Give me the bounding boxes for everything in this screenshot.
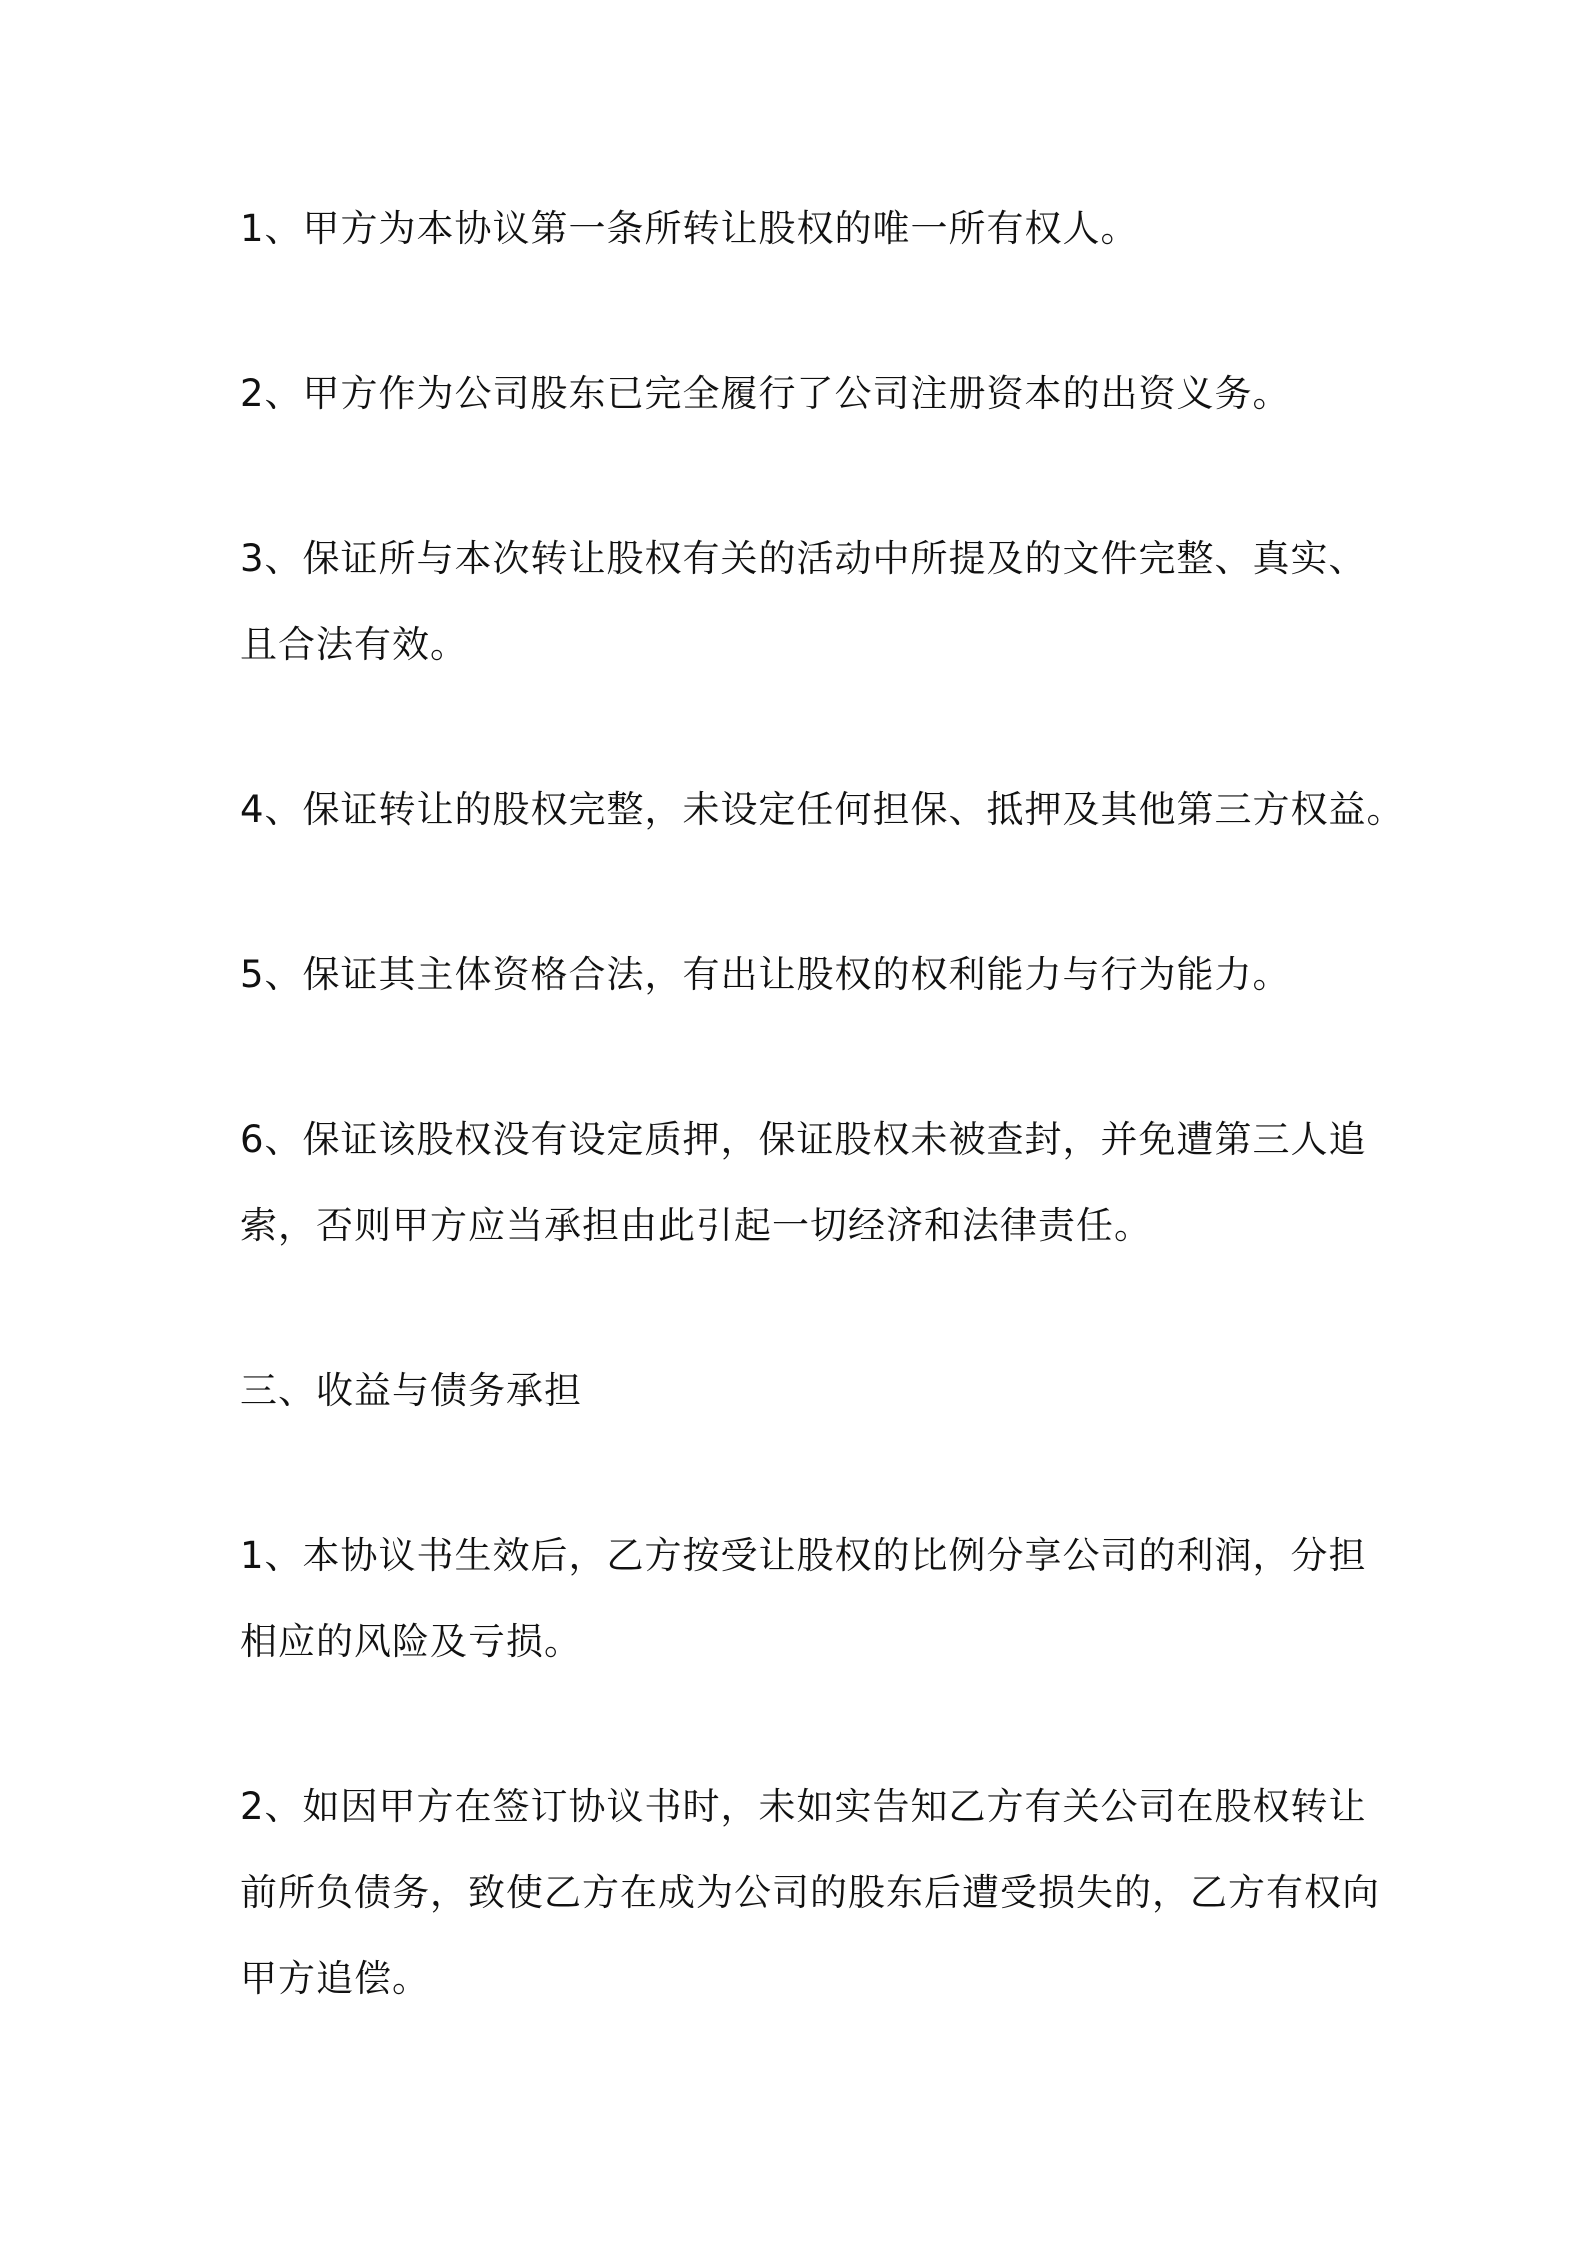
text-line: 相应的风险及亏损。 xyxy=(240,1620,582,1663)
warranty-item-6 xyxy=(240,1097,1367,1269)
warranty-item-4 xyxy=(240,767,1405,853)
profit-item-2 xyxy=(240,1764,1380,2022)
text-line: 2、如因甲方在签订协议书时，未如实告知乙方有关公司在股权转让 xyxy=(240,1785,1367,1828)
text-line: 甲方追偿。 xyxy=(240,1957,430,2000)
text-line: 6、保证该股权没有设定质押，保证股权未被查封，并免遭第三人追 xyxy=(240,1118,1367,1161)
warranty-item-3 xyxy=(240,516,1367,688)
text-line: 索，否则甲方应当承担由此引起一切经济和法律责任。 xyxy=(240,1204,1152,1247)
text-line: 3、保证所与本次转让股权有关的活动中所提及的文件完整、真实、 xyxy=(240,537,1367,580)
text-line: 5、保证其主体资格合法，有出让股权的权利能力与行为能力。 xyxy=(240,953,1291,996)
section-heading xyxy=(240,1348,1360,1434)
text-line: 且合法有效。 xyxy=(240,623,468,666)
text-line: 1、本协议书生效后，乙方按受让股权的比例分享公司的利润，分担 xyxy=(240,1534,1367,1577)
text-line: 前所负债务，致使乙方在成为公司的股东后遭受损失的，乙方有权向 xyxy=(240,1871,1380,1914)
text-line: 1、甲方为本协议第一条所转让股权的唯一所有权人。 xyxy=(240,207,1139,250)
text-line: 2、甲方作为公司股东已完全履行了公司注册资本的出资义务。 xyxy=(240,372,1291,415)
warranty-item-1 xyxy=(240,186,1360,272)
warranty-item-2 xyxy=(240,351,1360,437)
section-title: 三、收益与债务承担 xyxy=(240,1369,582,1412)
profit-item-1 xyxy=(240,1513,1367,1685)
warranty-item-5 xyxy=(240,932,1360,1018)
text-line: 4、保证转让的股权完整，未设定任何担保、抵押及其他第三方权益。 xyxy=(240,788,1405,831)
